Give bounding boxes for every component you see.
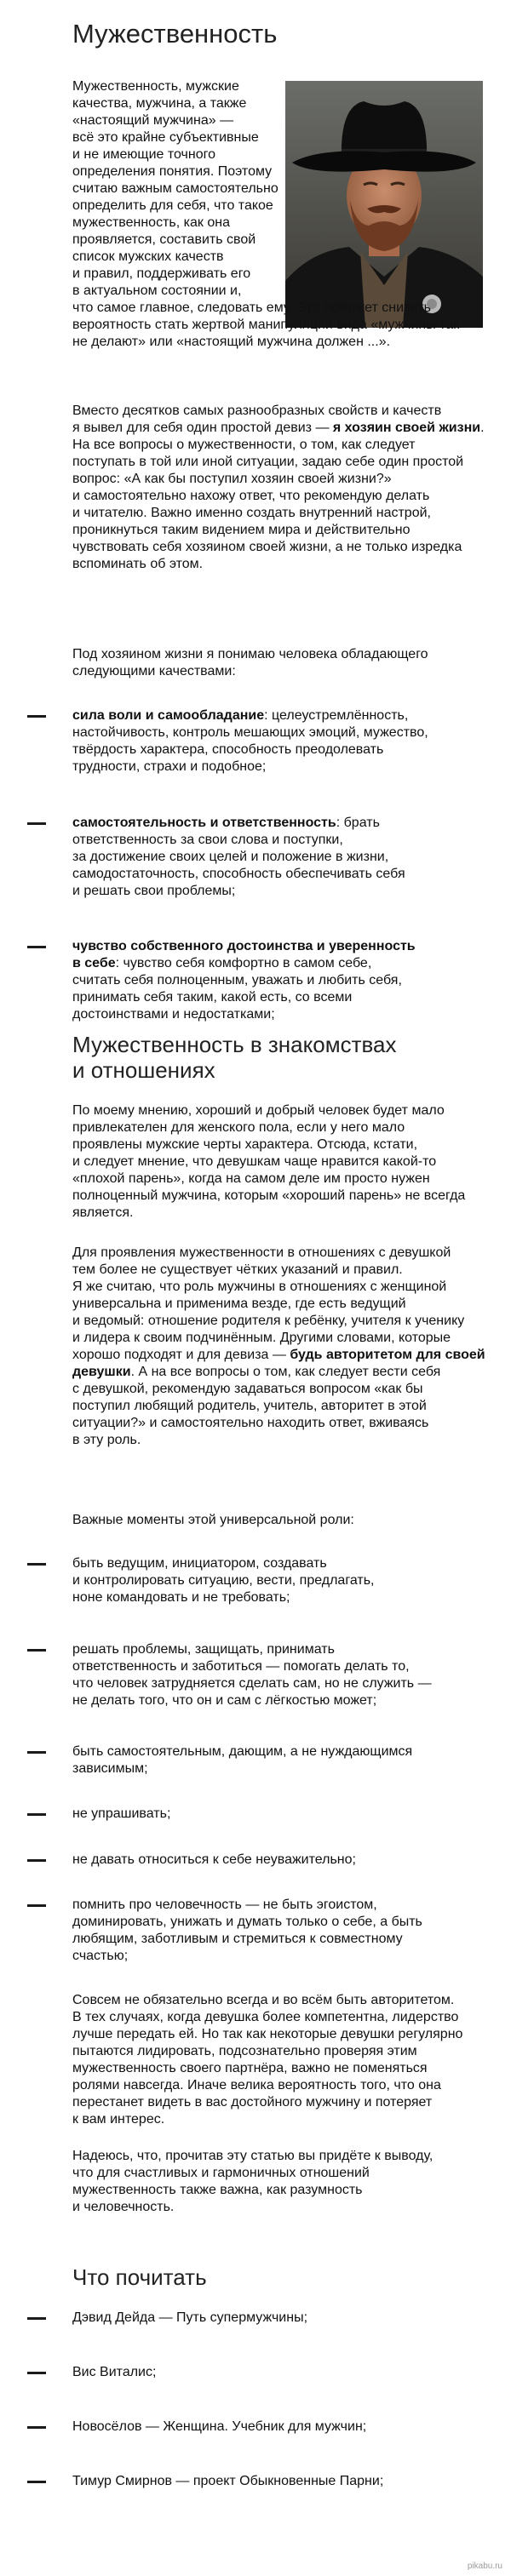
list-dash: [27, 946, 46, 948]
reading-item-2: Вис Виталис;: [72, 2365, 157, 2379]
list-dash: [27, 1751, 46, 1754]
reading-item-1: Дэвид Дейда — Путь супермужчины;: [72, 2310, 308, 2325]
quality-2-bold: самостоятельность и ответственность: [72, 816, 336, 830]
list-dash: [27, 2372, 46, 2374]
authority-text-start: Для проявления мужественности в отношениях с девушкой тем более не существует чётких указаний и правил. Я же считаю, что роль мужчины в отношениях с женщиной универсальна и применима везде, где есть ведущий и ведомый: отношение родителя к ребёнку, учителя к ученику и лидера к своим подчинённым. Другими словами, которые хорошо подходят и для девиза —: [72, 1245, 465, 1362]
list-dash: [27, 1904, 46, 1907]
list-dash: [27, 2426, 46, 2429]
authority-text-end: . А на все вопросы о том, как следует вести себя с девушкой, рекомендую задаваться вопросом «как бы поступил любящий родитель, учитель, авторитет в этой ситуации?» и самостоятельно находить ответ, вживаясь в эту роль.: [72, 1365, 441, 1447]
motto-text-start: Вместо десятков самых разнообразных свойств и качеств я вывел для себя один простой девиз —: [72, 404, 442, 435]
conclusion-paragraph: Надеюсь, что, прочитав эту статью вы придёте к выводу, что для счастливых и гармоничных отношений мужественность также важна, как разумность и человечность.: [72, 2149, 433, 2214]
list-dash: [27, 1649, 46, 1652]
page-title: Мужественность: [72, 19, 278, 49]
quality-3-bold: чувство собственного достоинства и уверенность в себе: [72, 939, 416, 970]
role-item-2: решать проблемы, защищать, принимать ответственность и заботиться — помогать делать то, что человек затрудняется сделать сам, но не служить — не делать того, что он и сам с лёгкостью может;: [72, 1642, 432, 1708]
role-item-4: не упрашивать;: [72, 1806, 171, 1821]
authority-paragraph: [72, 1245, 485, 1449]
motto-paragraph: [72, 403, 485, 573]
intro-paragraph: Мужественность, мужские качества, мужчина, а также «настоящий мужчина» — всё это крайне субъективные и не имеющие точного определения понятия. Поэтому считаю важным самостоятельно определить для себя, что такое мужественность, как она проявляется, составить свой список мужских качеств и правил, поддерживать его в актуальном состоянии и, что самое главное, следовать ему. Это поможет снизить вероятность стать жертвой манипуляций вида «мужчины так не делают» или «настоящий мужчина должен ...».: [72, 79, 460, 349]
quality-1-text: : целеустремлённость, настойчивость, контроль мешающих эмоций, мужество, твёрдость характера, способность преодолевать трудности, страхи и подобное;: [72, 708, 428, 774]
role-item-6: помнить про человечность — не быть эгоистом, доминировать, унижать и думать только о себе, а быть любящим, заботливым и стремиться к совместному счастью;: [72, 1898, 422, 1963]
section-title-reading: Что почитать: [72, 2264, 207, 2290]
list-dash: [27, 822, 46, 825]
reading-item-3: Новосёлов — Женщина. Учебник для мужчин;: [72, 2419, 367, 2434]
leadership-paragraph: Совсем не обязательно всегда и во всём быть авторитетом. В тех случаях, когда девушка более компетентна, лидерство лучше передать ей. Но так как некоторые девушки регулярно пытаются лидировать, подсознательно проверяя этим мужественность своего партнёра, важно не поменяться ролями навсегда. Иначе велика вероятность того, что она перестанет видеть в вас достойного мужчину и потеряет к вам интерес.: [72, 1993, 463, 2127]
list-dash: [27, 2317, 46, 2320]
motto-bold: я хозяин своей жизни: [332, 421, 481, 435]
quality-3-text: : чувство себя комфортно в самом себе, считать себя полноценным, уважать и любить себя, принимать себя таким, какой есть, со всеми достоинствами и недостатками;: [72, 956, 402, 1022]
role-item-3: быть самостоятельным, дающим, а не нуждающимся зависимым;: [72, 1744, 413, 1776]
authority-bold: будь авторитетом для своей девушки: [72, 1348, 485, 1379]
quality-2-text: : брать ответственность за свои слова и поступки, за достижение своих целей и положение в жизни, самодостаточность, способность обеспечивать себя и решать свои проблемы;: [72, 816, 405, 898]
list-dash: [27, 1563, 46, 1566]
motto-text-end: . На все вопросы о мужественности, о том, как следует поступать в той или иной ситуации, задаю себе один простой вопрос: «А как бы поступил хозяин своей жизни?» и самостоятельно нахожу ответ, что рекомендую делать и читателю. Важно именно создать внутренний настрой, проникнуться таким видением мира и действительно чувствовать себя хозяином своей жизни, а не только изредка вспоминать об этом.: [72, 421, 485, 571]
qualities-intro: Под хозяином жизни я понимаю человека обладающего следующими качествами:: [72, 647, 428, 678]
list-dash: [27, 2481, 46, 2483]
list-dash: [27, 715, 46, 718]
reading-item-4: Тимур Смирнов — проект Обыкновенные Парни;: [72, 2474, 384, 2488]
relationships-paragraph: По моему мнению, хороший и добрый человек будет мало привлекателен для женского пола, если у него мало проявлены мужские черты характера. Отсюда, кстати, и следует мнение, что девушкам чаще нравится какой-то «плохой парень», когда на самом деле им просто нужен полноценный мужчина, которым «хороший парень» не всегда является.: [72, 1103, 466, 1220]
quality-1-bold: сила воли и самообладание: [72, 708, 265, 723]
watermark: pikabu.ru: [467, 2562, 502, 2571]
role-item-1: быть ведущим, инициатором, создавать и контролировать ситуацию, вести, предлагать, ноне командовать и не требовать;: [72, 1556, 375, 1605]
quality-item-3: [72, 938, 416, 1023]
role-intro: Важные моменты этой универсальной роли:: [72, 1513, 354, 1527]
section-title-relationships: Мужественность в знакомствах и отношениях: [72, 1032, 397, 1083]
list-dash: [27, 1813, 46, 1816]
role-item-5: не давать относиться к себе неуважительно;: [72, 1852, 356, 1867]
list-dash: [27, 1859, 46, 1862]
quality-item-2: [72, 815, 405, 900]
quality-item-1: [72, 707, 428, 776]
